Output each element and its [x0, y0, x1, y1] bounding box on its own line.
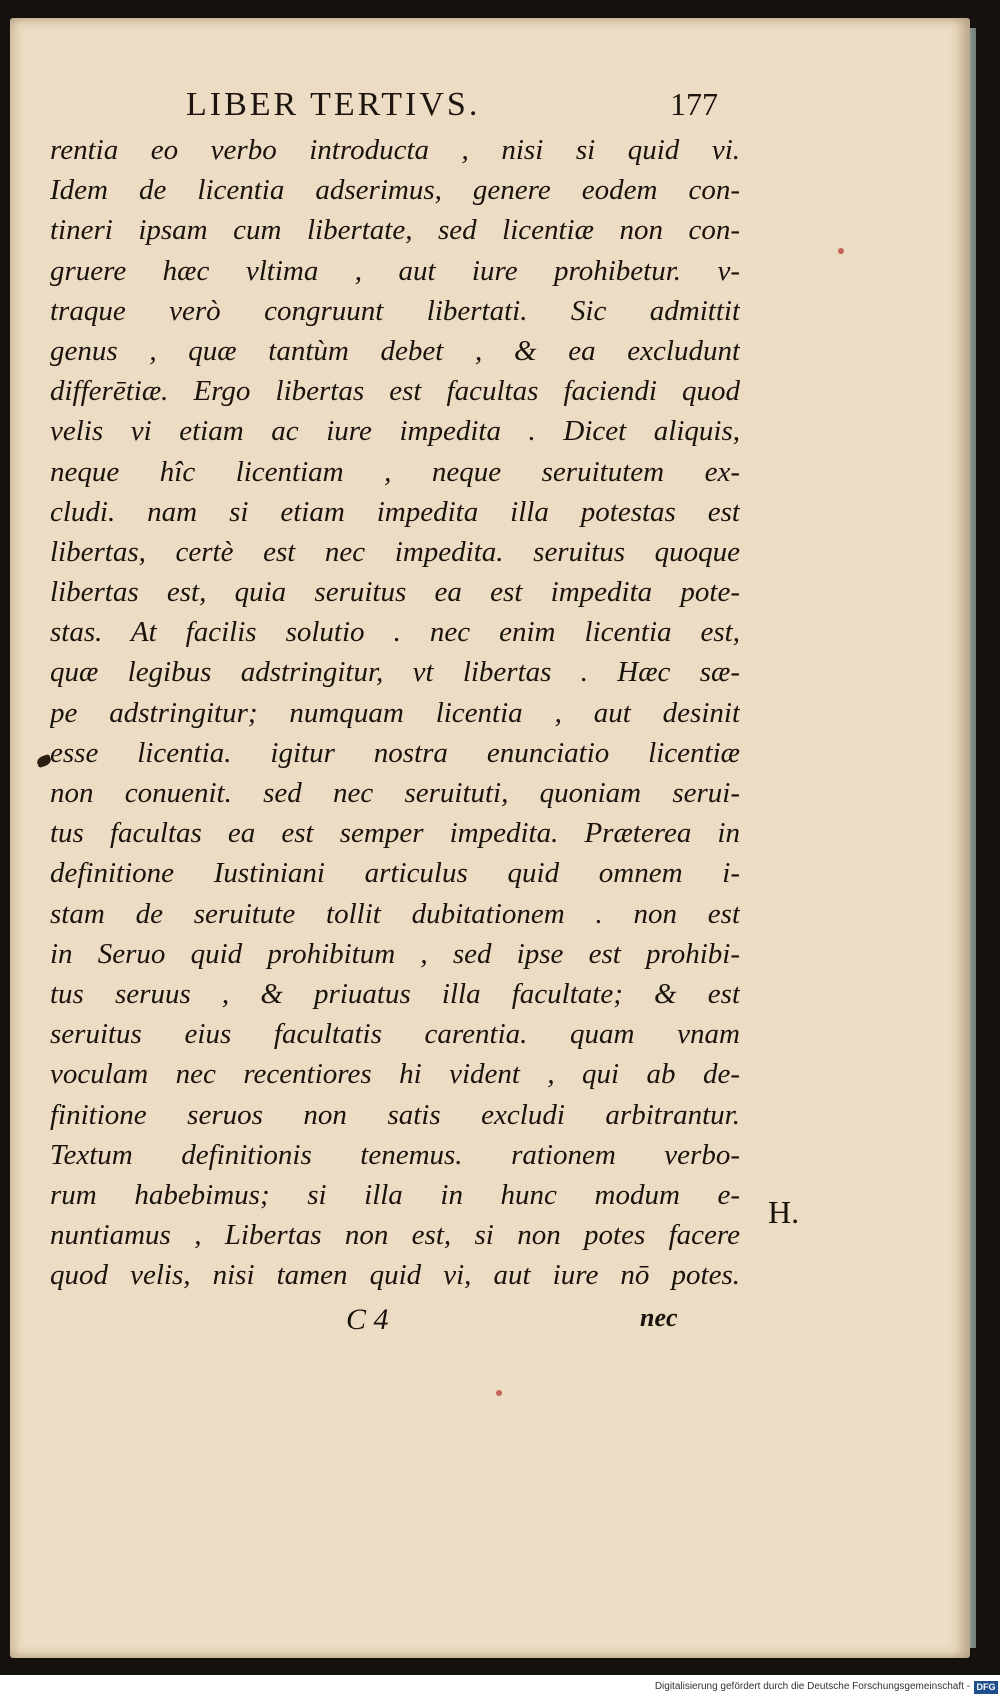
paper-stain — [496, 1390, 502, 1396]
text-line: quod velis, nisi tamen quid vi, aut iure nō potes. — [50, 1259, 740, 1292]
text-line: tus seruus , & priuatus illa facultate; & est — [50, 977, 740, 1010]
paper-stain — [838, 248, 844, 254]
text-line: Idem de licentia adserimus, genere eodem con- — [50, 174, 740, 207]
text-line: pe adstringitur; numquam licentia , aut desinit — [50, 696, 740, 729]
text-line: voculam nec recentiores hi vident , qui ab de- — [50, 1058, 740, 1091]
text-line: libertas est, quia seruitus ea est impedita pote- — [50, 576, 740, 609]
text-line: cludi. nam si etiam impedita illa potestas est — [50, 495, 740, 528]
page-foot — [10, 1303, 970, 1343]
page-header — [10, 86, 970, 126]
text-line: gruere hæc vltima , aut iure prohibetur. v- — [50, 254, 740, 287]
footer-credit: Digitalisierung gefördert durch die Deutsche Forschungsgemeinschaft - — [654, 1681, 970, 1692]
signature-mark: C 4 — [346, 1303, 389, 1336]
text-line: stam de seruitute tollit dubitationem . non est — [50, 897, 740, 930]
text-line: in Seruo quid prohibitum , sed ipse est prohibi- — [50, 937, 740, 970]
footer-bar — [0, 1679, 1000, 1699]
text-line: rum habebimus; si illa in hunc modum e- — [50, 1178, 740, 1211]
text-line: libertas, certè est nec impedita. seruitus quoque — [50, 535, 740, 568]
margin-note: H. — [768, 1194, 800, 1230]
book-page — [10, 18, 970, 1658]
text-line: Textum definitionis tenemus. rationem verbo- — [50, 1138, 740, 1171]
text-line: velis vi etiam ac iure impedita . Dicet aliquis, — [50, 415, 740, 448]
text-line: differētiæ. Ergo libertas est facultas faciendi quod — [50, 375, 740, 408]
page-number: 177 — [670, 86, 718, 122]
text-line: rentia eo verbo introducta , nisi si quid vi. — [50, 134, 740, 166]
text-line: tineri ipsam cum libertate, sed licentiæ non con- — [50, 214, 740, 247]
text-line: esse licentia. igitur nostra enunciatio licentiæ — [50, 736, 740, 769]
text-line: neque hîc licentiam , neque seruitutem ex- — [50, 455, 740, 488]
text-line: tus facultas ea est semper impedita. Præterea in — [50, 817, 740, 850]
text-line: non conuenit. sed nec seruituti, quoniam serui- — [50, 777, 740, 809]
catchword: nec — [640, 1303, 678, 1332]
text-line: seruitus eius facultatis carentia. quam vnam — [50, 1018, 740, 1051]
text-line: traque verò congruunt libertati. Sic admittit — [50, 294, 740, 327]
text-line: finitione seruos non satis excludi arbitrantur. — [50, 1098, 740, 1131]
text-line: definitione Iustiniani articulus quid omnem i- — [50, 857, 740, 890]
running-head: LIBER TERTIVS. — [186, 86, 481, 123]
text-line: stas. At facilis solutio . nec enim licentia est, — [50, 616, 740, 649]
body-text — [50, 130, 740, 1295]
text-line: quæ legibus adstringitur, vt libertas . Hæc sæ- — [50, 656, 740, 689]
text-line: nuntiamus , Libertas non est, si non potes facere — [50, 1219, 740, 1252]
text-line: genus , quæ tantùm debet , & ea excludunt — [50, 334, 740, 367]
dfg-logo: DFG — [974, 1681, 998, 1694]
